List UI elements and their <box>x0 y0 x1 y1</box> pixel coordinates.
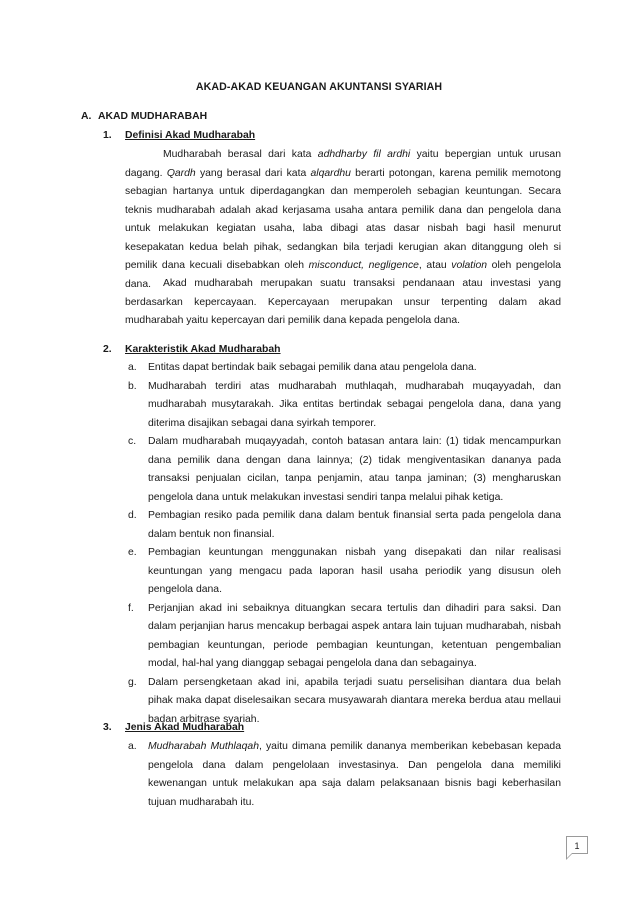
list-marker: b. <box>128 380 137 392</box>
text-run: Mudharabah berasal dari kata <box>163 149 318 160</box>
type-item <box>125 738 561 812</box>
list-marker: d. <box>128 510 137 521</box>
text-run: yang berasal dari kata <box>195 167 311 179</box>
characteristic-item <box>125 378 561 434</box>
characteristic-item <box>125 507 561 544</box>
text-run: berarti potongan, karena pemilik memotong sebagian hartanya untuk diperdagangkan dan memperoleh sebagian keuntungan. Secara teknis mudharabah adalah akad kerjasama usaha antara pemilik dana dan pengelola dana untuk melakukan kegiatan usaha, laba dibagi atas dasar nisbah bagi hasil menurut kesepakatan kedua belah pihak, sedangkan bila terjadi kerugian akan ditanggung oleh si pemilik dana kecuali disebabkan oleh <box>125 167 562 271</box>
italic-term: adhdharby fil ardhi <box>317 149 411 160</box>
list-item-text: Dalam persengketaan akad ini, apabila terjadi suatu perselisihan diantara dua belah pihak maka dapat diselesaikan secara musyawarah diantara mereka berdua atau mellaui badan arbitrase syariah. <box>148 676 561 725</box>
italic-term: Mudharabah Muthlaqah <box>148 741 259 752</box>
subsection-1-number: 1. <box>103 130 112 141</box>
list-item-text: Pembagian keuntungan menggunakan nisbah yang disepakati dan nilar realisasi keuntungan yang mengacu pada laporan hasil usaha periodik yang disusun oleh pengelola dana. <box>148 547 561 595</box>
list-item-text: Perjanjian akad ini sebaiknya dituangkan secara tertulis dan dihadiri para saksi. Dan dalam perjanjian harus mencakup berbagai aspek antara lain tujuan mudharabah, nisbah pembagian keuntungan, periode pembagian keuntungan, ketentuan pengembalian modal, hal-hal yang dianggap sebagai pengelola dana dan sebagainya. <box>148 602 561 669</box>
italic-term: misconduct, negligence <box>308 260 419 271</box>
list-marker: a. <box>128 741 137 752</box>
list-item-text: Mudharabah terdiri atas mudharabah muthlaqah, mudharabah muqayyadah, dan mudharabah musytarakah. Jika entitas bertindak sebagai pengelola dana, dana yang diterima disajikan sebagai dana syirkah temporer. <box>148 380 561 429</box>
definition-paragraph-1-text <box>125 149 561 290</box>
definition-paragraph-2-text: Akad mudharabah merupakan suatu transaksi pendanaan atau investasi yang berdasarkan kepercayaan. Kepercayaan merupakan unsur terpenting dalam akad mudharabah yaitu kepercayan dari pemilik dana kepada pengelola dana. <box>125 278 561 326</box>
list-marker: g. <box>128 676 137 688</box>
list-marker: a. <box>128 362 137 373</box>
text-run: yaitu bepergian untuk urusan dagang. <box>125 149 561 179</box>
definition-paragraph-1 <box>125 146 561 294</box>
characteristics-list <box>125 359 561 729</box>
characteristic-item <box>125 600 561 674</box>
section-a-label: AKAD MUDHARABAH <box>98 111 208 122</box>
text-run: oleh pengelola dana. <box>125 260 561 290</box>
page-number: 1 <box>574 841 580 851</box>
page-number-box <box>566 836 588 854</box>
characteristic-item <box>125 359 561 378</box>
list-marker: c. <box>128 436 137 447</box>
list-item-text: Entitas dapat bertindak baik sebagai pemilik dana atau pengelola dana. <box>148 362 477 373</box>
document-title: AKAD-AKAD KEUANGAN AKUNTANSI SYARIAH <box>195 81 443 93</box>
types-list <box>125 738 561 812</box>
italic-term: alqardhu <box>310 167 351 179</box>
subsection-1-heading <box>103 127 255 146</box>
characteristic-item <box>125 544 561 600</box>
subsection-3-number: 3. <box>103 722 112 733</box>
list-item-text: Dalam mudharabah muqayyadah, contoh batasan antara lain: (1) tidak mencampurkan dana pemilik dana dengan dana lainnya; (2) tidak mengiventasikan dananya pada transaksi penjualan cicilan, tanpa penjamin, atau tanpa jaminan; (3) mengharuskan pengelola dana untuk melakukan investasi sendiri tanpa melalui pihak ketiga. <box>148 436 561 503</box>
text-run: , atau <box>418 260 452 271</box>
section-a-number: A. <box>81 111 92 122</box>
subsection-2-label: Karakteristik Akad Mudharabah <box>125 344 281 355</box>
subsection-3-heading <box>103 719 244 738</box>
subsection-1-label: Definisi Akad Mudharabah <box>125 130 256 141</box>
subsection-2-heading <box>103 341 281 360</box>
text-run: , yaitu dimana pemilik dananya memberikan kebebasan kepada pengelola dana dalam pengelolaan investasinya. Dan pengelola dana memiliki kewenangan untuk melakukan apa saja dalam pelaksanaan bisnis bagi keberhasilan tujuan mudharabah itu. <box>148 741 561 808</box>
italic-term: volation <box>451 260 488 271</box>
list-marker: e. <box>128 547 137 558</box>
list-item-text: Pembagian resiko pada pemilik dana dalam bentuk finansial serta pada pengelola dana dalam bentuk non finansial. <box>148 510 561 540</box>
list-marker: f. <box>128 602 134 614</box>
definition-paragraph-2 <box>125 275 561 331</box>
subsection-2-number: 2. <box>103 344 112 355</box>
italic-term: Qardh <box>166 167 196 179</box>
characteristic-item <box>125 433 561 507</box>
section-a-heading <box>81 108 207 127</box>
subsection-3-label: Jenis Akad Mudharabah <box>125 722 245 733</box>
